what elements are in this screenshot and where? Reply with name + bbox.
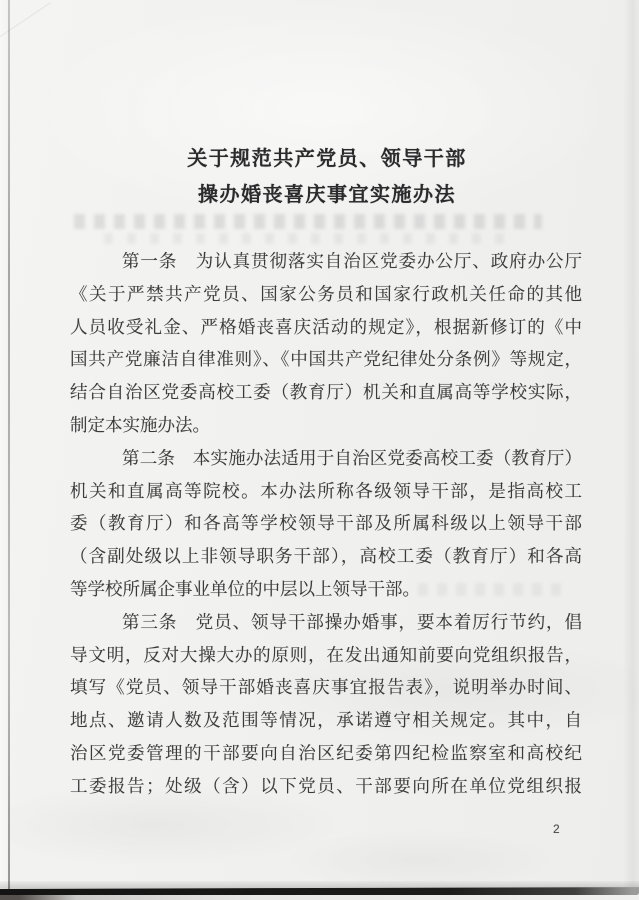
paper-right-edge-shade — [623, 0, 639, 900]
document-body — [70, 245, 582, 803]
ink-bleed-artifact — [104, 233, 514, 244]
document-line: （含副处级以上非领导职务干部），高校工委（教育厅）和各高 — [70, 546, 582, 567]
document-line: 结合自治区党委高校工委（教育厅）机关和直属高等学校实际， — [70, 382, 582, 403]
document-line: 制定本实施办法。 — [70, 414, 210, 435]
document-line: 人员收受礼金、严格婚丧喜庆活动的规定》，根据新修订的《中 — [70, 316, 582, 337]
document-line: 国共产党廉洁自律准则》、《中国共产党纪律处分条例》等规定， — [70, 349, 582, 370]
document-line: 机关和直属高等院校。本办法所称各级领导干部，是指高校工 — [70, 480, 582, 501]
document-line: 委（教育厅）和各高等学校领导干部及所属科级以上领导干部 — [70, 513, 582, 534]
document-title — [70, 141, 584, 213]
document-line: 第一条 为认真贯彻落实自治区党委办公厅、政府办公厅 — [122, 251, 582, 271]
scan-bottom-background — [0, 895, 639, 900]
document-line: 导文明，反对大操大办的原则，在发出通知前要向党组织报告， — [70, 644, 582, 665]
document-line: 工委报告；处级（含）以下党员、干部要向所在单位党组织报 — [70, 775, 582, 796]
document-line: 第二条 本实施办法适用于自治区党委高校工委（教育厅） — [122, 447, 582, 468]
document-title-line-2: 操办婚丧喜庆事宜实施办法 — [198, 184, 456, 206]
document-line: 《关于严禁共产党员、国家公务员和国家行政机关任命的其他 — [70, 283, 582, 304]
document-title-line-1: 关于规范共产党员、领导干部 — [187, 148, 467, 170]
page-number: 2 — [553, 822, 560, 836]
document-line: 填写《党员、领导干部婚丧喜庆事宜报告表》，说明举办时间、 — [70, 677, 582, 698]
document-line: 地点、邀请人数及范围等情况，承诺遵守相关规定。其中，自 — [70, 710, 582, 731]
paper-left-edge-line — [8, 0, 10, 900]
document-line: 治区党委管理的干部要向自治区纪委第四纪检监察室和高校纪 — [70, 742, 582, 763]
document-line: 等学校所属企事业单位的中层以上领导干部。 — [70, 578, 420, 599]
ink-bleed-artifact — [74, 214, 542, 229]
document-line: 第三条 党员、领导干部操办婚事，要本着厉行节约，倡 — [122, 611, 582, 632]
